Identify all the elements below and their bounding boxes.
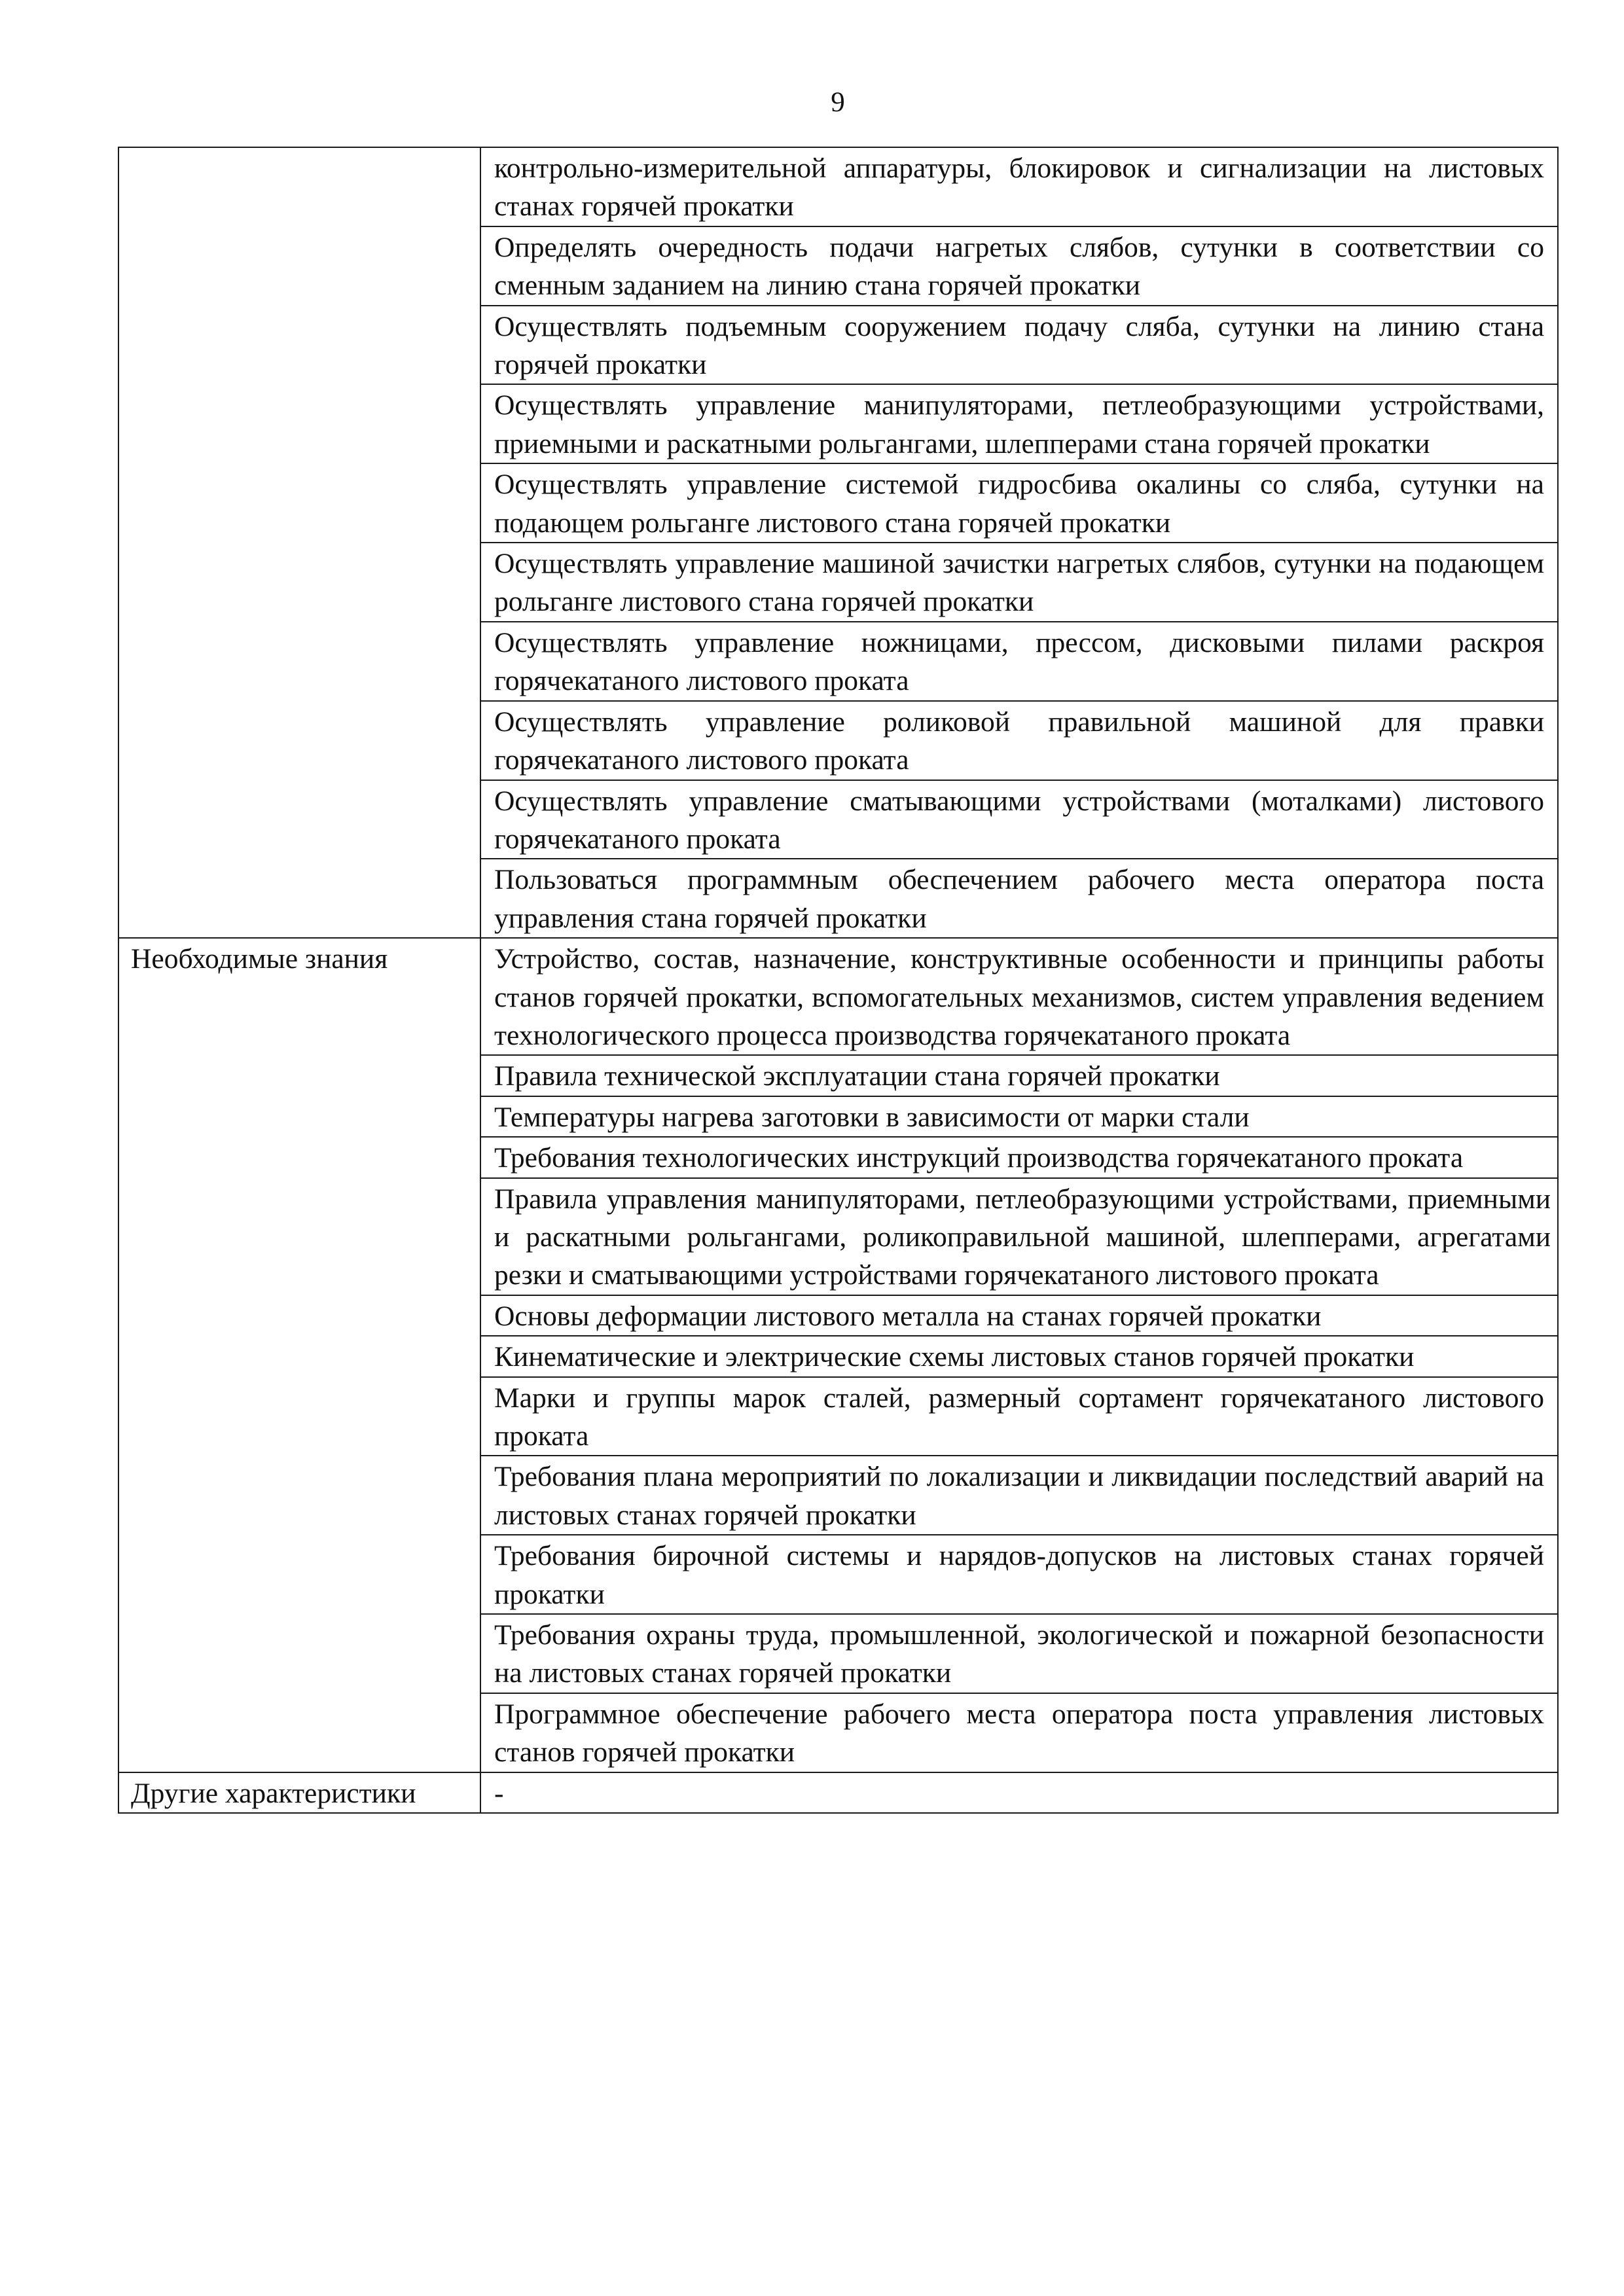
table-row [118,1772,1558,1813]
list-item: Осуществлять управление машиной зачистки нагретых слябов, сутунки на подающем рольганге листового стана горячей прокатки [480,543,1558,622]
page-number: 9 [831,87,845,118]
list-item: - [480,1772,1558,1813]
list-item: Требования технологических инструкций производства горячекатаного проката [480,1137,1558,1177]
list-item: Марки и группы марок сталей, размерный сортамент горячекатаного листового проката [480,1377,1558,1456]
list-item: Осуществлять управление сматывающими устройствами (моталками) листового горячекатаного проката [480,780,1558,859]
list-item: Требования бирочной системы и нарядов-допусков на листовых станах горячей прокатки [480,1535,1558,1614]
table-row [118,938,1558,1055]
list-item: Осуществлять управление манипуляторами, петлеобразующими устройствами, приемными и раскатными рольгангами, шлепперами стана горячей прокатки [480,384,1558,463]
list-item: Требования охраны труда, промышленной, экологической и пожарной безопасности на листовых станах горячей прокатки [480,1614,1558,1693]
job-requirements-table [118,147,1559,1814]
list-item: Осуществлять подъемным сооружением подачу сляба, сутунки на линию стана горячей прокатки [480,306,1558,385]
table-row [118,147,1558,226]
list-item: Определять очередность подачи нагретых слябов, сутунки в соответствии со сменным заданием на линию стана горячей прокатки [480,226,1558,306]
row-label-other-characteristics: Другие характеристики [118,1772,480,1813]
list-item: Требования плана мероприятий по локализации и ликвидации последствий аварий на листовых станах горячей прокатки [480,1456,1558,1535]
list-item: Программное обеспечение рабочего места оператора поста управления листовых станов горячей прокатки [480,1693,1558,1772]
list-item: Осуществлять управление системой гидросбива окалины со сляба, сутунки на подающем рольганге листового стана горячей прокатки [480,463,1558,543]
list-item: Осуществлять управление ножницами, прессом, дисковыми пилами раскроя горячекатаного листового проката [480,622,1558,701]
list-item: Устройство, состав, назначение, конструктивные особенности и принципы работы станов горячей прокатки, вспомогательных механизмов, систем управления ведением технологического процесса производства горячекатаного проката [480,938,1558,1055]
list-item: Температуры нагрева заготовки в зависимости от марки стали [480,1096,1558,1137]
list-item: Осуществлять управление роликовой правильной машиной для правки горячекатаного листового проката [480,701,1558,780]
list-item: Кинематические и электрические схемы листовых станов горячей прокатки [480,1336,1558,1376]
row-label-skills-continued [118,147,480,938]
list-item: Пользоваться программным обеспечением рабочего места оператора поста управления стана горячей прокатки [480,859,1558,938]
list-item: Основы деформации листового металла на станах горячей прокатки [480,1295,1558,1336]
list-item: Правила управления манипуляторами, петлеобразующими устройствами, приемными и раскатными рольгангами, роликоправильной машиной, шлепперами, агрегатами резки и сматывающими устройствами горячекатаного листового проката [480,1178,1558,1295]
row-label-required-knowledge: Необходимые знания [118,938,480,1772]
list-item: контрольно-измерительной аппаратуры, блокировок и сигнализации на листовых станах горячей прокатки [480,147,1558,226]
list-item: Правила технической эксплуатации стана горячей прокатки [480,1055,1558,1096]
